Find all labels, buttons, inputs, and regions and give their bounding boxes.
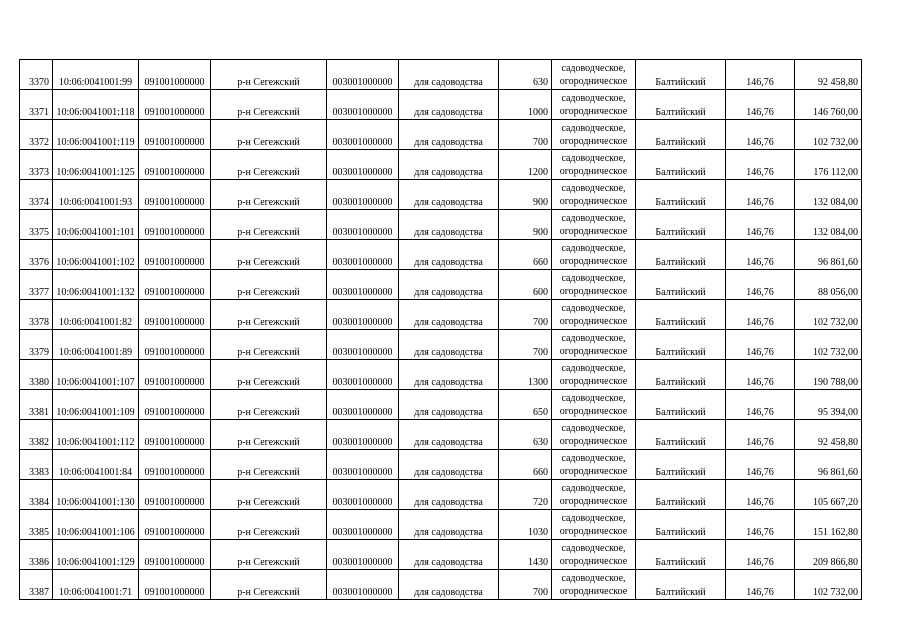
area-cell: 700 xyxy=(499,330,552,360)
specific-value-cell: 146,76 xyxy=(726,90,795,120)
cadastral-value-cell: 102 732,00 xyxy=(795,330,862,360)
settlement-name-cell: Балтийский xyxy=(636,390,726,420)
permitted-use-cell: для садоводства xyxy=(399,480,499,510)
district-cell: р-н Сегежский xyxy=(211,510,327,540)
category-cell xyxy=(552,240,636,270)
settlement-name-cell: Балтийский xyxy=(636,240,726,270)
use-code-cell: 003001000000 xyxy=(327,390,399,420)
district-cell: р-н Сегежский xyxy=(211,450,327,480)
specific-value-cell: 146,76 xyxy=(726,180,795,210)
row-number-cell: 3375 xyxy=(20,210,53,240)
category-line-1: садоводческое, xyxy=(561,573,626,584)
category-line-1: садоводческое, xyxy=(561,183,626,194)
cadastral-value-cell: 102 732,00 xyxy=(795,570,862,600)
permitted-use-cell: для садоводства xyxy=(399,90,499,120)
okato-code-cell: 091001000000 xyxy=(139,450,211,480)
specific-value-cell: 146,76 xyxy=(726,210,795,240)
specific-value-cell: 146,76 xyxy=(726,150,795,180)
category-line-1: садоводческое, xyxy=(561,213,626,224)
table-body xyxy=(20,60,862,600)
specific-value-cell: 146,76 xyxy=(726,510,795,540)
row-number-cell: 3385 xyxy=(20,510,53,540)
okato-code-cell: 091001000000 xyxy=(139,60,211,90)
okato-code-cell: 091001000000 xyxy=(139,480,211,510)
permitted-use-cell: для садоводства xyxy=(399,510,499,540)
cadastral-value-cell: 132 084,00 xyxy=(795,180,862,210)
category-cell xyxy=(552,450,636,480)
specific-value-cell: 146,76 xyxy=(726,270,795,300)
use-code-cell: 003001000000 xyxy=(327,240,399,270)
settlement-name-cell: Балтийский xyxy=(636,480,726,510)
okato-code-cell: 091001000000 xyxy=(139,90,211,120)
okato-code-cell: 091001000000 xyxy=(139,330,211,360)
table-row xyxy=(20,300,862,330)
document-page xyxy=(19,59,862,600)
table-row xyxy=(20,90,862,120)
settlement-name-cell: Балтийский xyxy=(636,180,726,210)
district-cell: р-н Сегежский xyxy=(211,540,327,570)
district-cell: р-н Сегежский xyxy=(211,480,327,510)
table-row xyxy=(20,570,862,600)
table-row xyxy=(20,390,862,420)
category-line-2: огородническое xyxy=(559,196,628,207)
category-line-1: садоводческое, xyxy=(561,393,626,404)
row-number-cell: 3370 xyxy=(20,60,53,90)
use-code-cell: 003001000000 xyxy=(327,360,399,390)
category-line-1: садоводческое, xyxy=(561,123,626,134)
cadastral-number-cell: 10:06:0041001:132 xyxy=(53,270,139,300)
category-line-1: садоводческое, xyxy=(561,543,626,554)
use-code-cell: 003001000000 xyxy=(327,570,399,600)
use-code-cell: 003001000000 xyxy=(327,210,399,240)
table-row xyxy=(20,150,862,180)
row-number-cell: 3386 xyxy=(20,540,53,570)
specific-value-cell: 146,76 xyxy=(726,420,795,450)
settlement-name-cell: Балтийский xyxy=(636,420,726,450)
category-line-1: садоводческое, xyxy=(561,453,626,464)
category-cell xyxy=(552,150,636,180)
permitted-use-cell: для садоводства xyxy=(399,540,499,570)
row-number-cell: 3377 xyxy=(20,270,53,300)
district-cell: р-н Сегежский xyxy=(211,150,327,180)
district-cell: р-н Сегежский xyxy=(211,570,327,600)
area-cell: 1200 xyxy=(499,150,552,180)
settlement-name-cell: Балтийский xyxy=(636,150,726,180)
okato-code-cell: 091001000000 xyxy=(139,300,211,330)
table-row xyxy=(20,360,862,390)
district-cell: р-н Сегежский xyxy=(211,240,327,270)
use-code-cell: 003001000000 xyxy=(327,480,399,510)
cadastral-number-cell: 10:06:0041001:109 xyxy=(53,390,139,420)
category-line-1: садоводческое, xyxy=(561,513,626,524)
cadastral-number-cell: 10:06:0041001:84 xyxy=(53,450,139,480)
permitted-use-cell: для садоводства xyxy=(399,210,499,240)
table-row xyxy=(20,240,862,270)
row-number-cell: 3387 xyxy=(20,570,53,600)
cadastral-number-cell: 10:06:0041001:130 xyxy=(53,480,139,510)
settlement-name-cell: Балтийский xyxy=(636,210,726,240)
specific-value-cell: 146,76 xyxy=(726,540,795,570)
district-cell: р-н Сегежский xyxy=(211,60,327,90)
permitted-use-cell: для садоводства xyxy=(399,570,499,600)
row-number-cell: 3382 xyxy=(20,420,53,450)
specific-value-cell: 146,76 xyxy=(726,450,795,480)
cadastral-value-cell: 96 861,60 xyxy=(795,450,862,480)
use-code-cell: 003001000000 xyxy=(327,180,399,210)
specific-value-cell: 146,76 xyxy=(726,360,795,390)
category-line-1: садоводческое, xyxy=(561,243,626,254)
okato-code-cell: 091001000000 xyxy=(139,240,211,270)
area-cell: 700 xyxy=(499,570,552,600)
category-line-2: огородническое xyxy=(559,136,628,147)
use-code-cell: 003001000000 xyxy=(327,60,399,90)
use-code-cell: 003001000000 xyxy=(327,420,399,450)
category-cell xyxy=(552,390,636,420)
area-cell: 1000 xyxy=(499,90,552,120)
area-cell: 600 xyxy=(499,270,552,300)
cadastral-value-cell: 209 866,80 xyxy=(795,540,862,570)
specific-value-cell: 146,76 xyxy=(726,240,795,270)
table-row xyxy=(20,210,862,240)
settlement-name-cell: Балтийский xyxy=(636,60,726,90)
category-line-2: огородническое xyxy=(559,226,628,237)
category-cell xyxy=(552,90,636,120)
category-line-2: огородническое xyxy=(559,316,628,327)
category-line-1: садоводческое, xyxy=(561,333,626,344)
cadastral-value-cell: 92 458,80 xyxy=(795,60,862,90)
category-line-2: огородническое xyxy=(559,106,628,117)
district-cell: р-н Сегежский xyxy=(211,270,327,300)
category-line-1: садоводческое, xyxy=(561,423,626,434)
row-number-cell: 3381 xyxy=(20,390,53,420)
cadastral-number-cell: 10:06:0041001:129 xyxy=(53,540,139,570)
settlement-name-cell: Балтийский xyxy=(636,510,726,540)
cadastral-value-cell: 102 732,00 xyxy=(795,300,862,330)
category-cell xyxy=(552,360,636,390)
land-plots-table xyxy=(19,59,862,600)
permitted-use-cell: для садоводства xyxy=(399,270,499,300)
cadastral-number-cell: 10:06:0041001:82 xyxy=(53,300,139,330)
cadastral-number-cell: 10:06:0041001:89 xyxy=(53,330,139,360)
permitted-use-cell: для садоводства xyxy=(399,120,499,150)
table-row xyxy=(20,450,862,480)
area-cell: 660 xyxy=(499,240,552,270)
settlement-name-cell: Балтийский xyxy=(636,120,726,150)
cadastral-value-cell: 102 732,00 xyxy=(795,120,862,150)
category-cell xyxy=(552,420,636,450)
cadastral-value-cell: 92 458,80 xyxy=(795,420,862,450)
use-code-cell: 003001000000 xyxy=(327,120,399,150)
permitted-use-cell: для садоводства xyxy=(399,330,499,360)
settlement-name-cell: Балтийский xyxy=(636,450,726,480)
okato-code-cell: 091001000000 xyxy=(139,180,211,210)
table-row xyxy=(20,270,862,300)
okato-code-cell: 091001000000 xyxy=(139,510,211,540)
row-number-cell: 3371 xyxy=(20,90,53,120)
area-cell: 1300 xyxy=(499,360,552,390)
cadastral-number-cell: 10:06:0041001:125 xyxy=(53,150,139,180)
use-code-cell: 003001000000 xyxy=(327,90,399,120)
category-line-2: огородническое xyxy=(559,466,628,477)
category-cell xyxy=(552,210,636,240)
okato-code-cell: 091001000000 xyxy=(139,120,211,150)
row-number-cell: 3376 xyxy=(20,240,53,270)
cadastral-value-cell: 88 056,00 xyxy=(795,270,862,300)
category-line-2: огородническое xyxy=(559,526,628,537)
use-code-cell: 003001000000 xyxy=(327,510,399,540)
category-line-1: садоводческое, xyxy=(561,483,626,494)
okato-code-cell: 091001000000 xyxy=(139,360,211,390)
settlement-name-cell: Балтийский xyxy=(636,270,726,300)
cadastral-number-cell: 10:06:0041001:118 xyxy=(53,90,139,120)
okato-code-cell: 091001000000 xyxy=(139,210,211,240)
permitted-use-cell: для садоводства xyxy=(399,60,499,90)
area-cell: 660 xyxy=(499,450,552,480)
cadastral-value-cell: 151 162,80 xyxy=(795,510,862,540)
cadastral-number-cell: 10:06:0041001:101 xyxy=(53,210,139,240)
cadastral-number-cell: 10:06:0041001:102 xyxy=(53,240,139,270)
permitted-use-cell: для садоводства xyxy=(399,300,499,330)
row-number-cell: 3384 xyxy=(20,480,53,510)
table-row xyxy=(20,180,862,210)
category-line-2: огородническое xyxy=(559,586,628,597)
category-line-2: огородническое xyxy=(559,376,628,387)
settlement-name-cell: Балтийский xyxy=(636,300,726,330)
category-line-2: огородническое xyxy=(559,436,628,447)
cadastral-number-cell: 10:06:0041001:106 xyxy=(53,510,139,540)
okato-code-cell: 091001000000 xyxy=(139,570,211,600)
category-line-1: садоводческое, xyxy=(561,273,626,284)
use-code-cell: 003001000000 xyxy=(327,330,399,360)
okato-code-cell: 091001000000 xyxy=(139,150,211,180)
okato-code-cell: 091001000000 xyxy=(139,540,211,570)
specific-value-cell: 146,76 xyxy=(726,390,795,420)
okato-code-cell: 091001000000 xyxy=(139,270,211,300)
district-cell: р-н Сегежский xyxy=(211,420,327,450)
district-cell: р-н Сегежский xyxy=(211,180,327,210)
permitted-use-cell: для садоводства xyxy=(399,450,499,480)
settlement-name-cell: Балтийский xyxy=(636,330,726,360)
table-row xyxy=(20,540,862,570)
category-cell xyxy=(552,330,636,360)
district-cell: р-н Сегежский xyxy=(211,210,327,240)
use-code-cell: 003001000000 xyxy=(327,150,399,180)
specific-value-cell: 146,76 xyxy=(726,120,795,150)
row-number-cell: 3379 xyxy=(20,330,53,360)
use-code-cell: 003001000000 xyxy=(327,270,399,300)
permitted-use-cell: для садоводства xyxy=(399,150,499,180)
settlement-name-cell: Балтийский xyxy=(636,570,726,600)
category-line-2: огородническое xyxy=(559,286,628,297)
cadastral-value-cell: 176 112,00 xyxy=(795,150,862,180)
permitted-use-cell: для садоводства xyxy=(399,420,499,450)
category-line-2: огородническое xyxy=(559,406,628,417)
area-cell: 1030 xyxy=(499,510,552,540)
table-row xyxy=(20,120,862,150)
category-cell xyxy=(552,540,636,570)
category-line-2: огородническое xyxy=(559,496,628,507)
district-cell: р-н Сегежский xyxy=(211,300,327,330)
use-code-cell: 003001000000 xyxy=(327,540,399,570)
permitted-use-cell: для садоводства xyxy=(399,240,499,270)
row-number-cell: 3372 xyxy=(20,120,53,150)
row-number-cell: 3373 xyxy=(20,150,53,180)
category-cell xyxy=(552,120,636,150)
row-number-cell: 3374 xyxy=(20,180,53,210)
specific-value-cell: 146,76 xyxy=(726,300,795,330)
category-line-1: садоводческое, xyxy=(561,363,626,374)
okato-code-cell: 091001000000 xyxy=(139,390,211,420)
area-cell: 720 xyxy=(499,480,552,510)
specific-value-cell: 146,76 xyxy=(726,570,795,600)
area-cell: 900 xyxy=(499,180,552,210)
use-code-cell: 003001000000 xyxy=(327,300,399,330)
district-cell: р-н Сегежский xyxy=(211,120,327,150)
category-line-2: огородническое xyxy=(559,166,628,177)
table-row xyxy=(20,480,862,510)
category-cell xyxy=(552,60,636,90)
cadastral-number-cell: 10:06:0041001:93 xyxy=(53,180,139,210)
area-cell: 650 xyxy=(499,390,552,420)
row-number-cell: 3378 xyxy=(20,300,53,330)
category-line-2: огородническое xyxy=(559,76,628,87)
use-code-cell: 003001000000 xyxy=(327,450,399,480)
district-cell: р-н Сегежский xyxy=(211,390,327,420)
cadastral-value-cell: 96 861,60 xyxy=(795,240,862,270)
settlement-name-cell: Балтийский xyxy=(636,360,726,390)
cadastral-number-cell: 10:06:0041001:99 xyxy=(53,60,139,90)
district-cell: р-н Сегежский xyxy=(211,360,327,390)
cadastral-number-cell: 10:06:0041001:119 xyxy=(53,120,139,150)
category-line-2: огородническое xyxy=(559,556,628,567)
cadastral-number-cell: 10:06:0041001:112 xyxy=(53,420,139,450)
settlement-name-cell: Балтийский xyxy=(636,90,726,120)
permitted-use-cell: для садоводства xyxy=(399,390,499,420)
category-line-1: садоводческое, xyxy=(561,153,626,164)
category-line-2: огородническое xyxy=(559,346,628,357)
category-cell xyxy=(552,570,636,600)
area-cell: 1430 xyxy=(499,540,552,570)
category-cell xyxy=(552,300,636,330)
specific-value-cell: 146,76 xyxy=(726,480,795,510)
district-cell: р-н Сегежский xyxy=(211,90,327,120)
cadastral-value-cell: 132 084,00 xyxy=(795,210,862,240)
table-row xyxy=(20,420,862,450)
category-line-1: садоводческое, xyxy=(561,93,626,104)
cadastral-value-cell: 105 667,20 xyxy=(795,480,862,510)
area-cell: 700 xyxy=(499,300,552,330)
area-cell: 630 xyxy=(499,420,552,450)
area-cell: 900 xyxy=(499,210,552,240)
cadastral-value-cell: 146 760,00 xyxy=(795,90,862,120)
settlement-name-cell: Балтийский xyxy=(636,540,726,570)
category-line-1: садоводческое, xyxy=(561,303,626,314)
category-cell xyxy=(552,180,636,210)
category-cell xyxy=(552,270,636,300)
row-number-cell: 3383 xyxy=(20,450,53,480)
category-line-2: огородническое xyxy=(559,256,628,267)
area-cell: 700 xyxy=(499,120,552,150)
area-cell: 630 xyxy=(499,60,552,90)
permitted-use-cell: для садоводства xyxy=(399,180,499,210)
okato-code-cell: 091001000000 xyxy=(139,420,211,450)
table-row xyxy=(20,510,862,540)
cadastral-value-cell: 190 788,00 xyxy=(795,360,862,390)
table-row xyxy=(20,60,862,90)
permitted-use-cell: для садоводства xyxy=(399,360,499,390)
category-cell xyxy=(552,480,636,510)
specific-value-cell: 146,76 xyxy=(726,60,795,90)
cadastral-value-cell: 95 394,00 xyxy=(795,390,862,420)
cadastral-number-cell: 10:06:0041001:71 xyxy=(53,570,139,600)
row-number-cell: 3380 xyxy=(20,360,53,390)
district-cell: р-н Сегежский xyxy=(211,330,327,360)
table-row xyxy=(20,330,862,360)
specific-value-cell: 146,76 xyxy=(726,330,795,360)
category-line-1: садоводческое, xyxy=(561,63,626,74)
cadastral-number-cell: 10:06:0041001:107 xyxy=(53,360,139,390)
category-cell xyxy=(552,510,636,540)
